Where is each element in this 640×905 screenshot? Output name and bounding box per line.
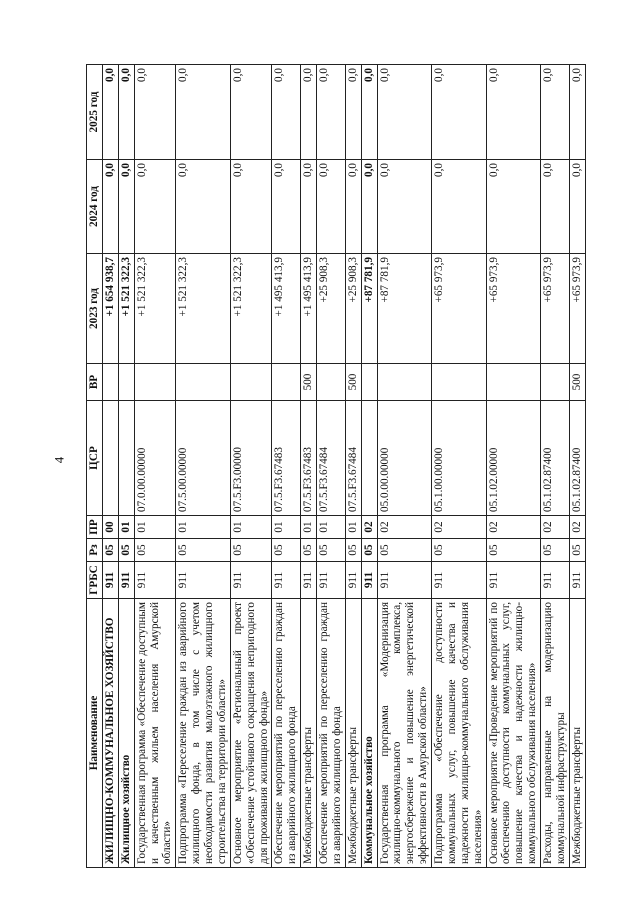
table-row <box>317 65 346 868</box>
row-grbs: 911 <box>317 562 346 599</box>
row-csr: 07.5.F3.67484 <box>317 401 346 516</box>
row-rz: 05 <box>377 539 432 562</box>
row-2025: 0,0 <box>432 65 487 160</box>
row-2023: +1 521 322,3 <box>176 254 231 364</box>
table-row <box>230 65 272 868</box>
row-rz: 05 <box>102 539 118 562</box>
col-header-2025: 2025 год <box>87 65 103 160</box>
row-2025: 0,0 <box>272 65 301 160</box>
row-pr: 02 <box>361 516 377 539</box>
table-row <box>345 65 361 868</box>
row-vr <box>432 364 487 401</box>
row-2024: 0,0 <box>569 160 585 254</box>
col-header-rz: Рз <box>87 539 103 562</box>
row-csr <box>118 401 134 516</box>
budget-table <box>86 64 586 868</box>
row-rz: 05 <box>118 539 134 562</box>
row-name: Межбюджетные трансферты <box>345 599 361 868</box>
row-2023: +65 973,9 <box>541 254 570 364</box>
row-2023: +25 908,3 <box>317 254 346 364</box>
row-rz: 05 <box>272 539 301 562</box>
table-row <box>102 65 118 868</box>
row-2024: 0,0 <box>377 160 432 254</box>
row-pr: 01 <box>301 516 317 539</box>
table-row <box>432 65 487 868</box>
row-csr: 07.5.00.00000 <box>176 401 231 516</box>
row-pr: 02 <box>432 516 487 539</box>
row-name: Межбюджетные трансферты <box>301 599 317 868</box>
table-row <box>176 65 231 868</box>
row-grbs: 911 <box>118 562 134 599</box>
row-vr <box>102 364 118 401</box>
row-2024: 0,0 <box>118 160 134 254</box>
row-rz: 05 <box>134 539 176 562</box>
row-pr: 01 <box>230 516 272 539</box>
row-vr <box>230 364 272 401</box>
row-vr <box>134 364 176 401</box>
row-name: ЖИЛИЩНО-КОММУНАЛЬНОЕ ХОЗЯЙСТВО <box>102 599 118 868</box>
row-2025: 0,0 <box>118 65 134 160</box>
row-grbs: 911 <box>377 562 432 599</box>
row-2024: 0,0 <box>134 160 176 254</box>
row-pr: 02 <box>486 516 541 539</box>
row-2024: 0,0 <box>486 160 541 254</box>
row-2023: +65 973,9 <box>432 254 487 364</box>
row-name: Государственная программа «Обеспечение доступным и качественным жильем населения Амурской области» <box>134 599 176 868</box>
row-pr: 02 <box>569 516 585 539</box>
row-grbs: 911 <box>176 562 231 599</box>
row-grbs: 911 <box>134 562 176 599</box>
table-row <box>361 65 377 868</box>
row-2025: 0,0 <box>569 65 585 160</box>
row-csr: 07.5.F3.67484 <box>345 401 361 516</box>
row-2023: +1 654 938,7 <box>102 254 118 364</box>
row-2024: 0,0 <box>272 160 301 254</box>
row-2025: 0,0 <box>176 65 231 160</box>
row-2023: +1 521 322,3 <box>230 254 272 364</box>
table-row <box>541 65 570 868</box>
row-2023: +87 781,9 <box>361 254 377 364</box>
row-vr <box>272 364 301 401</box>
row-vr <box>317 364 346 401</box>
row-2024: 0,0 <box>230 160 272 254</box>
row-csr <box>102 401 118 516</box>
row-2024: 0,0 <box>361 160 377 254</box>
row-2023: +65 973,9 <box>569 254 585 364</box>
row-grbs: 911 <box>230 562 272 599</box>
row-csr: 07.5.F3.67483 <box>272 401 301 516</box>
row-rz: 05 <box>361 539 377 562</box>
col-header-2023: 2023 год <box>87 254 103 364</box>
row-2023: +87 781,9 <box>377 254 432 364</box>
row-2024: 0,0 <box>317 160 346 254</box>
row-2023: +65 973,9 <box>486 254 541 364</box>
page-number: 4 <box>51 456 67 464</box>
row-vr: 500 <box>569 364 585 401</box>
row-2024: 0,0 <box>541 160 570 254</box>
row-2025: 0,0 <box>486 65 541 160</box>
row-2025: 0,0 <box>345 65 361 160</box>
row-vr <box>541 364 570 401</box>
row-csr: 05.1.02.87400 <box>541 401 570 516</box>
row-pr: 01 <box>176 516 231 539</box>
row-grbs: 911 <box>361 562 377 599</box>
row-2024: 0,0 <box>345 160 361 254</box>
row-2025: 0,0 <box>377 65 432 160</box>
row-pr: 02 <box>541 516 570 539</box>
table-row <box>118 65 134 868</box>
col-header-2024: 2024 год <box>87 160 103 254</box>
row-grbs: 911 <box>432 562 487 599</box>
row-csr: 07.0.00.00000 <box>134 401 176 516</box>
col-header-vr: ВР <box>87 364 103 401</box>
row-csr <box>361 401 377 516</box>
col-header-csr: ЦСР <box>87 401 103 516</box>
row-csr: 05.1.02.87400 <box>569 401 585 516</box>
row-2025: 0,0 <box>317 65 346 160</box>
row-name: Межбюджетные трансферты <box>569 599 585 868</box>
row-csr: 05.0.00.00000 <box>377 401 432 516</box>
row-name: Расходы, направленные на модернизацию коммунальной инфраструктуры <box>541 599 570 868</box>
row-grbs: 911 <box>486 562 541 599</box>
row-name: Подпрограмма «Обеспечение доступности коммунальных услуг, повышение качества и надежности жилищно-коммунального обслуживания населения» <box>432 599 487 868</box>
row-2024: 0,0 <box>432 160 487 254</box>
row-2025: 0,0 <box>361 65 377 160</box>
row-rz: 05 <box>345 539 361 562</box>
row-rz: 05 <box>569 539 585 562</box>
row-2025: 0,0 <box>230 65 272 160</box>
row-rz: 05 <box>176 539 231 562</box>
row-grbs: 911 <box>541 562 570 599</box>
row-2024: 0,0 <box>176 160 231 254</box>
row-vr: 500 <box>301 364 317 401</box>
row-name: Обеспечение мероприятий по переселению граждан из аварийного жилищного фонда <box>317 599 346 868</box>
table-header-row <box>87 65 103 868</box>
row-2025: 0,0 <box>134 65 176 160</box>
row-rz: 05 <box>432 539 487 562</box>
row-2024: 0,0 <box>301 160 317 254</box>
row-name: Обеспечение мероприятий по переселению граждан из аварийного жилищного фонда <box>272 599 301 868</box>
row-2023: +1 495 413,9 <box>301 254 317 364</box>
row-rz: 05 <box>486 539 541 562</box>
row-csr: 07.5.F3.67483 <box>301 401 317 516</box>
row-vr: 500 <box>345 364 361 401</box>
row-name: Основное мероприятие «Проведение мероприятий по обеспечению доступности коммунальных услуг, повышение качества и надежности жилищно-коммунального обслуживания населения» <box>486 599 541 868</box>
col-header-name: Наименование <box>87 599 103 868</box>
row-pr: 01 <box>345 516 361 539</box>
table-row <box>134 65 176 868</box>
row-rz: 05 <box>301 539 317 562</box>
row-csr: 07.5.F3.00000 <box>230 401 272 516</box>
row-rz: 05 <box>541 539 570 562</box>
row-name: Жилищное хозяйство <box>118 599 134 868</box>
row-grbs: 911 <box>102 562 118 599</box>
row-vr <box>486 364 541 401</box>
table-row <box>377 65 432 868</box>
row-csr: 05.1.00.00000 <box>432 401 487 516</box>
budget-table-container <box>86 65 583 868</box>
row-name: Подпрограмма «Переселение граждан из аварийного жилищного фонда, в том числе с учетом необходимости развития малоэтажного жилищного строительства на территории области» <box>176 599 231 868</box>
row-grbs: 911 <box>301 562 317 599</box>
row-vr <box>377 364 432 401</box>
row-pr: 01 <box>272 516 301 539</box>
row-2024: 0,0 <box>102 160 118 254</box>
row-csr: 05.1.02.00000 <box>486 401 541 516</box>
table-row <box>301 65 317 868</box>
row-vr <box>176 364 231 401</box>
table-row <box>272 65 301 868</box>
row-name: Государственная программа «Модернизация жилищно-коммунального комплекса, энергосбережение и повышение энергетической эффективности в Амурской области» <box>377 599 432 868</box>
table-row <box>569 65 585 868</box>
row-2023: +25 908,3 <box>345 254 361 364</box>
row-pr: 00 <box>102 516 118 539</box>
row-rz: 05 <box>230 539 272 562</box>
row-grbs: 911 <box>569 562 585 599</box>
row-pr: 01 <box>317 516 346 539</box>
row-rz: 05 <box>317 539 346 562</box>
row-2025: 0,0 <box>541 65 570 160</box>
row-2025: 0,0 <box>301 65 317 160</box>
row-name: Коммунальное хозяйство <box>361 599 377 868</box>
row-pr: 01 <box>134 516 176 539</box>
row-2023: +1 521 322,3 <box>134 254 176 364</box>
row-pr: 01 <box>118 516 134 539</box>
row-pr: 02 <box>377 516 432 539</box>
row-2025: 0,0 <box>102 65 118 160</box>
table-row <box>486 65 541 868</box>
col-header-grbs: ГРБС <box>87 562 103 599</box>
row-name: Основное мероприятие «Региональный проект «Обеспечение устойчивого сокращения непригодного для проживания жилищного фонда» <box>230 599 272 868</box>
row-grbs: 911 <box>345 562 361 599</box>
row-2023: +1 495 413,9 <box>272 254 301 364</box>
row-2023: +1 521 322,3 <box>118 254 134 364</box>
col-header-pr: ПР <box>87 516 103 539</box>
row-vr <box>361 364 377 401</box>
row-vr <box>118 364 134 401</box>
row-grbs: 911 <box>272 562 301 599</box>
